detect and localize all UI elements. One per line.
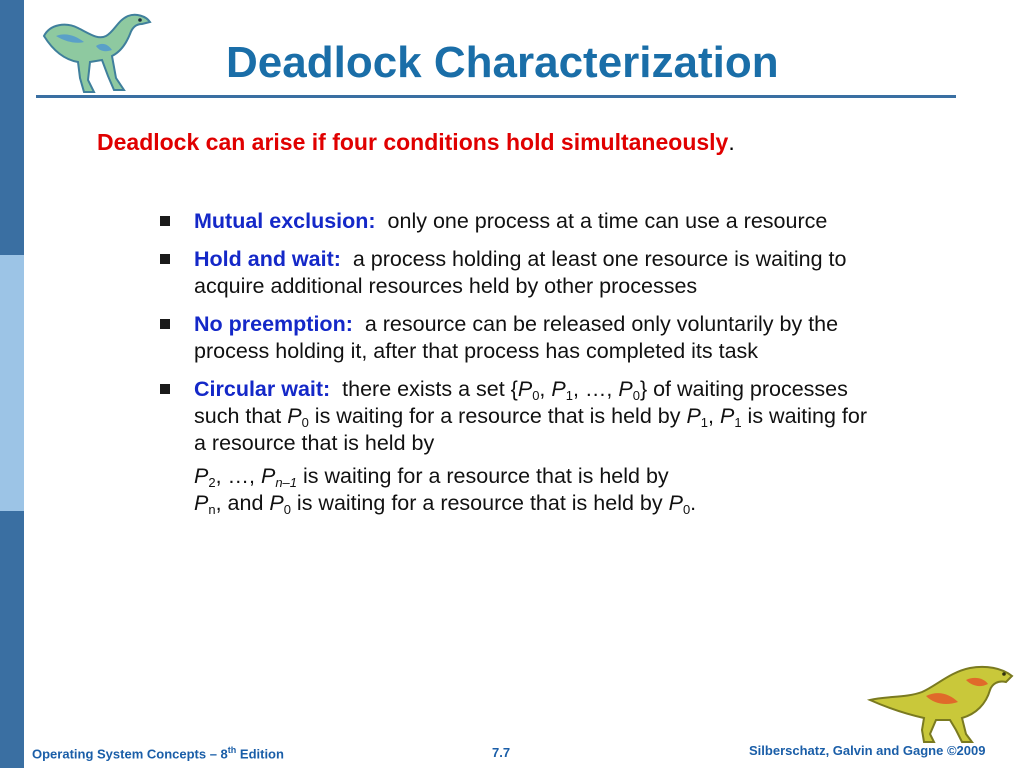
bullet-hold-and-wait	[160, 246, 880, 300]
cw-p: P	[719, 404, 735, 428]
footer-page-number: 7.7	[492, 745, 511, 760]
cw-p: P	[194, 464, 209, 488]
conditions-list	[160, 208, 880, 517]
cw-p: P	[686, 404, 701, 428]
cw-comma: ,	[539, 377, 552, 401]
left-sidebar-band	[0, 0, 24, 768]
cw-sub: 0	[301, 415, 309, 430]
footer-edition-sup: th	[227, 745, 237, 755]
cw-text-3: is waiting for a resource that is held by	[308, 404, 687, 428]
bullet-no-preemption	[160, 311, 880, 365]
cw-text-7: is waiting for a resource that is held by	[290, 491, 669, 515]
cw-sub: 1	[700, 415, 709, 430]
bullet-square-icon	[160, 254, 170, 264]
bullet-mutual-exclusion	[160, 208, 880, 235]
cw-p: P	[194, 491, 209, 515]
slide-subtitle	[97, 129, 735, 156]
dinosaur-illustration-bottom	[866, 660, 1016, 744]
footer-authors: Silberschatz, Galvin and Gagne ©2009	[749, 743, 986, 758]
cw-p: P	[618, 377, 633, 401]
cw-sub: 1	[565, 388, 573, 403]
cw-ellipsis: , …,	[215, 464, 261, 488]
cw-p: P	[287, 404, 302, 428]
cw-sub-n1: n–1	[275, 475, 298, 490]
cw-sub: 0	[632, 388, 640, 403]
text-mutual-exclusion: only one process at a time can use a resource	[387, 209, 828, 233]
cw-text-6: , and	[215, 491, 270, 515]
cw-sub: n	[208, 502, 216, 517]
cw-end: .	[690, 491, 697, 515]
footer-book-title	[32, 745, 284, 761]
cw-sub: 0	[682, 502, 691, 517]
cw-p: P	[517, 377, 533, 401]
circular-wait-continuation	[160, 463, 880, 517]
term-no-preemption: No preemption:	[194, 312, 353, 336]
term-circular-wait: Circular wait:	[194, 377, 331, 401]
cw-text-4: is waiting for a resource that is held by	[194, 404, 868, 455]
cw-sub: 0	[283, 502, 291, 517]
cw-sub	[275, 475, 297, 490]
cw-p: P	[551, 377, 566, 401]
bullet-circular-wait	[160, 376, 880, 457]
footer-book: Operating System Concepts – 8	[32, 746, 228, 762]
footer-edition: Edition	[236, 746, 284, 762]
sidebar-light-band	[0, 255, 24, 511]
dinosaur-logo-top	[36, 6, 162, 96]
cw-sub: 0	[532, 388, 540, 403]
cw-p: P	[260, 464, 276, 488]
subtitle-period: .	[728, 129, 735, 155]
slide-title: Deadlock Characterization	[226, 38, 779, 87]
cw-p: P	[668, 491, 683, 515]
text-hold-and-wait: a process holding at least one resource is waiting to acquire additional resources held by other processes	[194, 247, 847, 298]
bullet-square-icon	[160, 319, 170, 329]
title-divider	[36, 95, 956, 98]
cw-comma: ,	[708, 404, 720, 428]
subtitle-text: Deadlock can arise if four conditions hold simultaneously	[97, 129, 729, 155]
cw-sub: 1	[734, 415, 742, 430]
cw-text-5: is waiting for a resource that is held by	[297, 464, 669, 488]
bullet-square-icon	[160, 384, 170, 394]
cw-ellipsis: , …,	[572, 377, 619, 401]
bullet-square-icon	[160, 216, 170, 226]
cw-p: P	[269, 491, 284, 515]
cw-text-1: there exists a set {	[342, 377, 518, 401]
text-no-preemption: a resource can be released only voluntarily by the process holding it, after that process has completed its task	[194, 312, 839, 363]
cw-sub: 2	[208, 475, 216, 490]
term-mutual-exclusion: Mutual exclusion:	[194, 209, 376, 233]
term-hold-and-wait: Hold and wait:	[194, 247, 341, 271]
cw-text-2: } of waiting processes such that	[194, 377, 848, 428]
